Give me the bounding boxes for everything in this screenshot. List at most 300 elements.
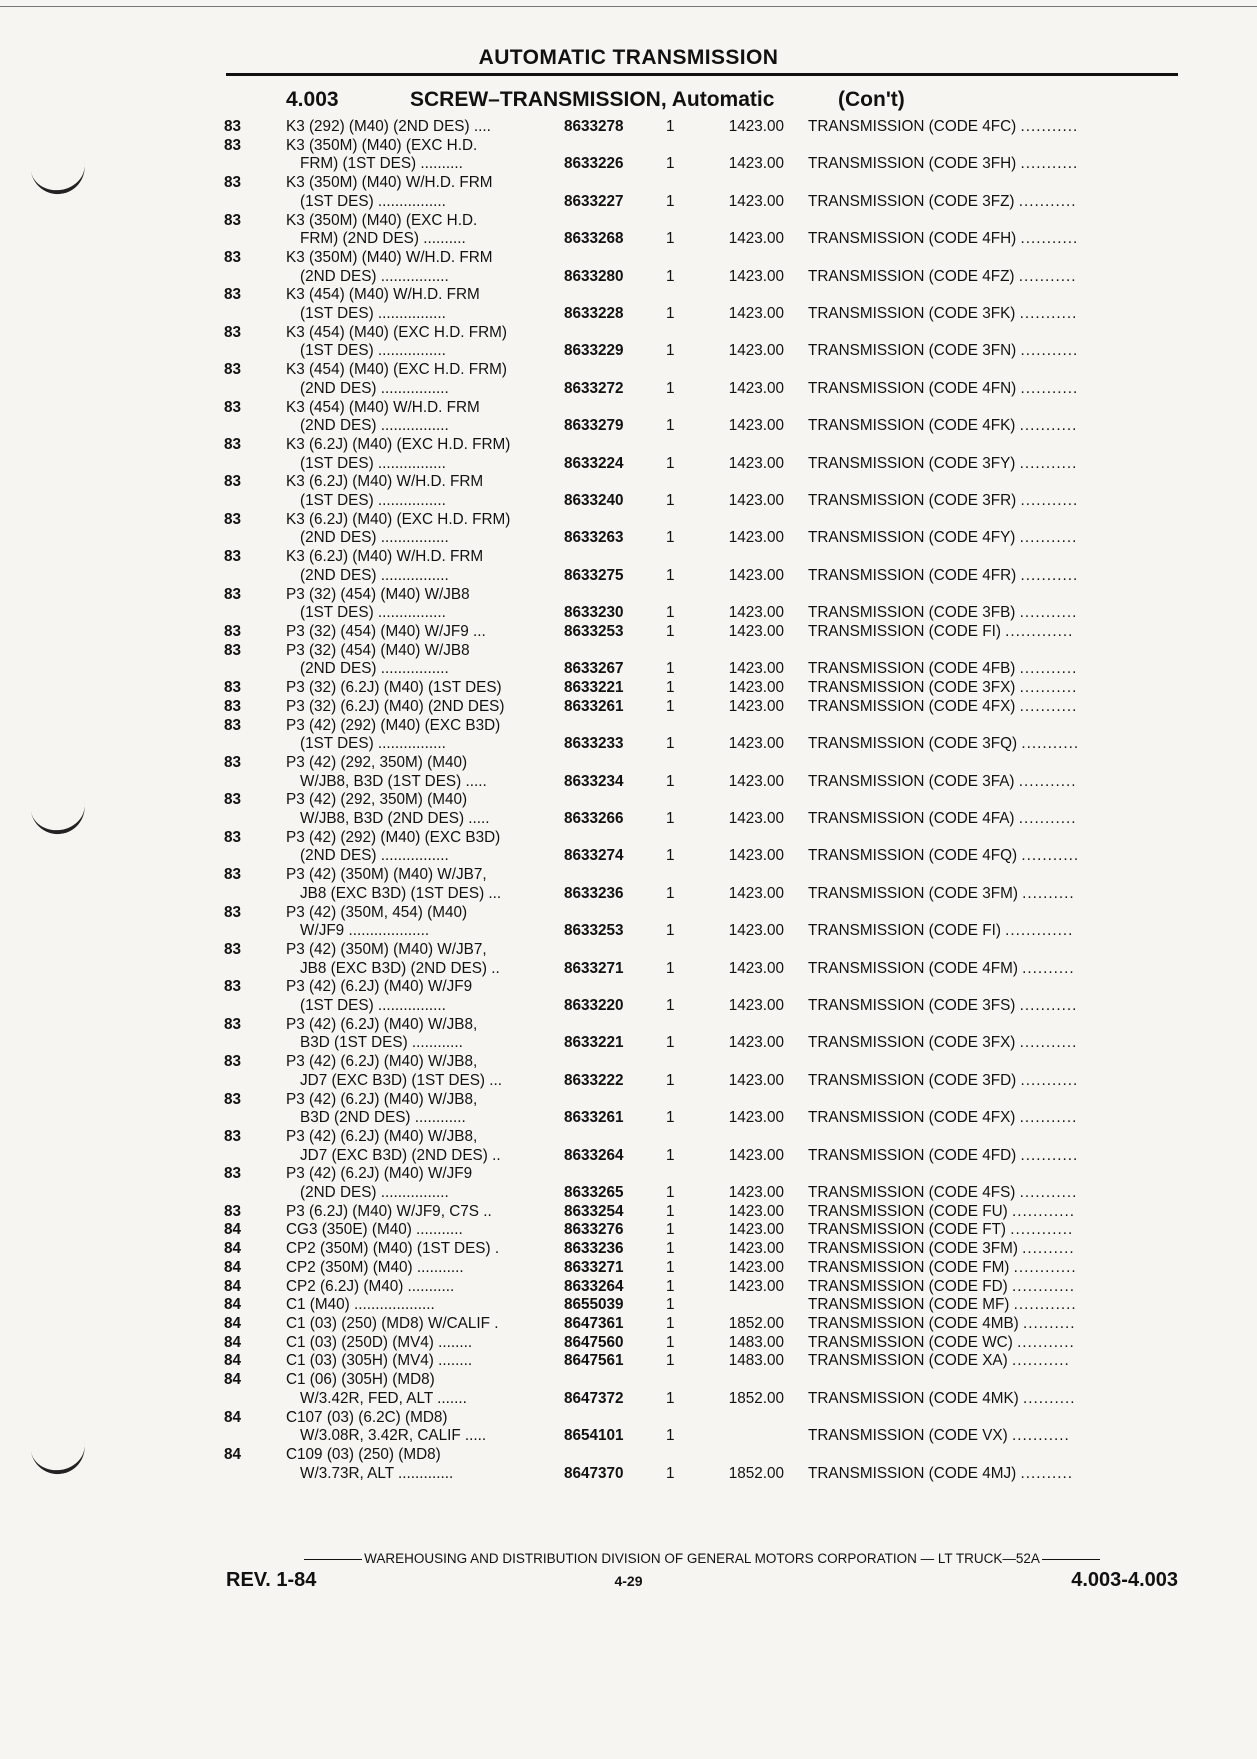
remark-text: TRANSMISSION (CODE MF) <box>808 1296 1010 1314</box>
leader-dots: ........... <box>1019 997 1078 1015</box>
description-line: CP2 (350M) (M40) (1ST DES) . <box>286 1240 500 1258</box>
remark <box>784 455 1154 474</box>
leader-dots: ........... <box>1019 604 1078 622</box>
price: 1423.00 <box>728 660 784 678</box>
group-number: 83 <box>224 1127 242 1145</box>
part-description <box>286 1128 558 1165</box>
remark <box>784 230 1154 249</box>
table-row <box>0 866 1257 903</box>
part-number: 8633254 <box>564 1202 624 1220</box>
price: 1423.00 <box>728 772 784 790</box>
quantity: 1 <box>666 1389 675 1407</box>
remark-text: TRANSMISSION (CODE 3FS) <box>808 997 1016 1015</box>
remark-text: TRANSMISSION (CODE 4FS) <box>808 1184 1016 1202</box>
remark-text: TRANSMISSION (CODE 3FX) <box>808 1034 1016 1052</box>
part-description <box>286 829 558 866</box>
remark-text: TRANSMISSION (CODE 3FR) <box>808 492 1017 510</box>
quantity: 1 <box>666 697 675 715</box>
remark <box>784 885 1154 904</box>
price: 1423.00 <box>728 1109 784 1127</box>
price: 1423.00 <box>728 1184 784 1202</box>
table-row <box>0 1371 1257 1408</box>
quantity: 1 <box>666 1071 675 1089</box>
leader-dots: ........... <box>1020 230 1079 248</box>
part-description <box>286 791 558 828</box>
quantity: 1 <box>666 1221 675 1239</box>
part-number: 8633271 <box>564 1258 624 1276</box>
group-number: 84 <box>224 1258 242 1276</box>
price: 1423.00 <box>728 1258 784 1276</box>
group-number: 83 <box>224 679 242 697</box>
table-row <box>0 1221 1257 1240</box>
description-line: K3 (454) (M40) W/H.D. FRM <box>286 398 480 416</box>
table-row <box>0 1128 1257 1165</box>
leader-dots: ........... <box>1020 492 1079 510</box>
quantity: 1 <box>666 492 675 510</box>
table-row <box>0 174 1257 211</box>
part-description <box>286 1315 558 1334</box>
leader-dots: ........... <box>1019 454 1078 472</box>
remark <box>784 1109 1154 1128</box>
remark-text: TRANSMISSION (CODE 4FB) <box>808 660 1016 678</box>
quantity: 1 <box>666 1296 675 1314</box>
quantity: 1 <box>666 1464 675 1482</box>
part-description <box>286 717 558 754</box>
part-description <box>286 586 558 623</box>
group-number: 83 <box>224 697 242 715</box>
part-number: 8633264 <box>564 1277 624 1295</box>
part-description <box>286 754 558 791</box>
group-number: 83 <box>224 866 242 884</box>
group-number: 83 <box>224 1015 242 1033</box>
price: 1423.00 <box>728 1221 784 1239</box>
leader-dots: ........... <box>1019 1184 1078 1202</box>
group-number: 83 <box>224 174 242 192</box>
price: 1423.00 <box>728 959 784 977</box>
price: 1423.00 <box>728 305 784 323</box>
group-number: 84 <box>224 1352 242 1370</box>
leader-dots: ........... <box>1018 192 1077 210</box>
group-number: 83 <box>224 1202 242 1220</box>
remark-text: TRANSMISSION (CODE FT) <box>808 1221 1007 1239</box>
remark <box>784 1147 1154 1166</box>
group-number: 83 <box>224 1165 242 1183</box>
quantity: 1 <box>666 1258 675 1276</box>
remark-text: TRANSMISSION (CODE 3FD) <box>808 1071 1017 1089</box>
table-row <box>0 941 1257 978</box>
part-description <box>286 324 558 361</box>
description-line: C109 (03) (250) (MD8) <box>286 1445 441 1463</box>
remark <box>784 604 1154 623</box>
description-line: (1ST DES) ................ <box>300 342 446 360</box>
table-row <box>0 978 1257 1015</box>
quantity: 1 <box>666 959 675 977</box>
description-line: (1ST DES) ................ <box>300 604 446 622</box>
description-line: W/JF9 ................... <box>300 922 430 940</box>
section-name: SCREW–TRANSMISSION, Automatic <box>410 88 775 111</box>
part-number: 8654101 <box>564 1427 624 1445</box>
remark <box>784 1203 1154 1222</box>
quantity: 1 <box>666 660 675 678</box>
quantity: 1 <box>666 1240 675 1258</box>
description-line: (2ND DES) ................ <box>300 267 449 285</box>
table-row <box>0 717 1257 754</box>
remark-text: TRANSMISSION (CODE FD) <box>808 1277 1008 1295</box>
quantity: 1 <box>666 417 675 435</box>
table-row <box>0 1016 1257 1053</box>
part-description <box>286 941 558 978</box>
leader-dots: ........... <box>1019 305 1078 323</box>
footer-division <box>226 1551 1178 1566</box>
remark <box>784 193 1154 212</box>
description-line: K3 (6.2J) (M40) (EXC H.D. FRM) <box>286 435 511 453</box>
part-number: 8633261 <box>564 1109 624 1127</box>
table-row <box>0 1203 1257 1222</box>
remark <box>784 679 1154 698</box>
part-number: 8647560 <box>564 1333 624 1351</box>
part-number: 8633253 <box>564 622 624 640</box>
description-line: P3 (42) (6.2J) (M40) W/JB8, <box>286 1015 478 1033</box>
description-line: P3 (32) (454) (M40) W/JB8 <box>286 641 470 659</box>
remark <box>784 960 1154 979</box>
table-row <box>0 1409 1257 1446</box>
quantity: 1 <box>666 342 675 360</box>
description-line: W/3.08R, 3.42R, CALIF ..... <box>300 1427 487 1445</box>
description-line: K3 (6.2J) (M40) W/H.D. FRM <box>286 548 484 566</box>
remark <box>784 529 1154 548</box>
remark <box>784 660 1154 679</box>
part-number: 8633229 <box>564 342 624 360</box>
part-number: 8633279 <box>564 417 624 435</box>
description-line: P3 (42) (292) (M40) (EXC B3D) <box>286 716 501 734</box>
title-rule <box>226 73 1178 76</box>
remark <box>784 997 1154 1016</box>
table-row <box>0 1053 1257 1090</box>
remark <box>784 773 1154 792</box>
remark-text: TRANSMISSION (CODE 3FM) <box>808 1240 1018 1258</box>
group-number: 84 <box>224 1240 242 1258</box>
remark-text: TRANSMISSION (CODE 3FX) <box>808 679 1016 697</box>
price: 1423.00 <box>728 847 784 865</box>
table-row <box>0 1259 1257 1278</box>
group-number: 84 <box>224 1371 242 1389</box>
remark <box>784 305 1154 324</box>
table-row <box>0 1446 1257 1483</box>
table-row <box>0 212 1257 249</box>
description-line: (1ST DES) ................ <box>300 492 446 510</box>
remark-text: TRANSMISSION (CODE 3FA) <box>808 772 1015 790</box>
part-description <box>286 1259 558 1278</box>
description-line: (1ST DES) ................ <box>300 735 446 753</box>
part-description <box>286 137 558 174</box>
table-row <box>0 399 1257 436</box>
group-number: 83 <box>224 716 242 734</box>
part-number: 8633272 <box>564 379 624 397</box>
description-line: K3 (350M) (M40) W/H.D. FRM <box>286 248 493 266</box>
remark <box>784 847 1154 866</box>
description-line: (2ND DES) ................ <box>300 660 449 678</box>
leader-dots: ............ <box>1013 1258 1077 1276</box>
group-number: 83 <box>224 435 242 453</box>
table-row <box>0 511 1257 548</box>
description-line: C107 (03) (6.2C) (MD8) <box>286 1408 448 1426</box>
remark-text: TRANSMISSION (CODE 3FY) <box>808 454 1016 472</box>
quantity: 1 <box>666 847 675 865</box>
group-number: 83 <box>224 548 242 566</box>
remark <box>784 1184 1154 1203</box>
part-number: 8647372 <box>564 1389 624 1407</box>
group-number: 83 <box>224 118 242 135</box>
group-number: 83 <box>224 1053 242 1071</box>
quantity: 1 <box>666 1277 675 1295</box>
description-line: P3 (42) (6.2J) (M40) W/JF9 <box>286 978 473 996</box>
part-description <box>286 679 558 698</box>
description-line: P3 (42) (6.2J) (M40) W/JB8, <box>286 1053 478 1071</box>
part-description <box>286 1091 558 1128</box>
leader-dots: ........... <box>1020 1146 1079 1164</box>
remark <box>784 1259 1154 1278</box>
quantity: 1 <box>666 1034 675 1052</box>
description-line: FRM) (2ND DES) .......... <box>300 230 466 248</box>
part-number: 8633236 <box>564 1240 624 1258</box>
description-line: W/JB8, B3D (2ND DES) ..... <box>300 810 490 828</box>
description-line: K3 (454) (M40) (EXC H.D. FRM) <box>286 323 507 341</box>
description-line: JD7 (EXC B3D) (2ND DES) .. <box>300 1146 501 1164</box>
remark-text: TRANSMISSION (CODE 4MJ) <box>808 1464 1017 1482</box>
description-line: (2ND DES) ................ <box>300 1184 449 1202</box>
leader-dots: .......... <box>1022 884 1075 902</box>
price: 1423.00 <box>728 379 784 397</box>
description-line: C1 (03) (250D) (MV4) ........ <box>286 1333 473 1351</box>
group-number: 83 <box>224 622 242 640</box>
part-number: 8633278 <box>564 118 624 135</box>
description-line: P3 (42) (292) (M40) (EXC B3D) <box>286 828 501 846</box>
remark-text: TRANSMISSION (CODE FM) <box>808 1258 1010 1276</box>
price: 1423.00 <box>728 118 784 135</box>
description-line: K3 (6.2J) (M40) W/H.D. FRM <box>286 473 484 491</box>
group-number: 84 <box>224 1408 242 1426</box>
quantity: 1 <box>666 997 675 1015</box>
part-description <box>286 118 558 137</box>
revision-label: REV. 1-84 <box>226 1569 317 1591</box>
price: 1423.00 <box>728 267 784 285</box>
price: 1423.00 <box>728 922 784 940</box>
remark-text: TRANSMISSION (CODE 4FC) <box>808 118 1017 135</box>
group-number: 83 <box>224 286 242 304</box>
part-description <box>286 642 558 679</box>
remark-text: TRANSMISSION (CODE 4MK) <box>808 1389 1019 1407</box>
description-line: K3 (292) (M40) (2ND DES) .... <box>286 118 491 135</box>
section-range: 4.003-4.003 <box>1071 1569 1178 1591</box>
group-number: 83 <box>224 753 242 771</box>
quantity: 1 <box>666 192 675 210</box>
leader-dots: ........... <box>1011 1427 1070 1445</box>
description-line: P3 (42) (350M) (M40) W/JB7, <box>286 940 487 958</box>
description-line: P3 (42) (350M, 454) (M40) <box>286 903 468 921</box>
description-line: K3 (6.2J) (M40) (EXC H.D. FRM) <box>286 510 511 528</box>
quantity: 1 <box>666 772 675 790</box>
leader-dots: ........... <box>1020 566 1079 584</box>
price: 1423.00 <box>728 417 784 435</box>
remark <box>784 1278 1154 1297</box>
description-line: W/3.73R, ALT ............. <box>300 1464 454 1482</box>
remark-text: TRANSMISSION (CODE 3FQ) <box>808 735 1018 753</box>
parts-list <box>0 118 1257 1483</box>
leader-dots: .......... <box>1020 1464 1073 1482</box>
group-number: 83 <box>224 641 242 659</box>
part-number: 8633228 <box>564 305 624 323</box>
section-continued: (Con't) <box>838 88 905 111</box>
part-number: 8633230 <box>564 604 624 622</box>
part-description <box>286 174 558 211</box>
table-row <box>0 1334 1257 1353</box>
part-description <box>286 866 558 903</box>
description-line: (1ST DES) ................ <box>300 305 446 323</box>
part-description <box>286 1278 558 1297</box>
remark-text: TRANSMISSION (CODE 4FK) <box>808 417 1016 435</box>
group-number: 84 <box>224 1333 242 1351</box>
group-number: 83 <box>224 473 242 491</box>
leader-dots: .......... <box>1022 1240 1075 1258</box>
description-line: CP2 (350M) (M40) ........... <box>286 1258 464 1276</box>
part-description <box>286 361 558 398</box>
part-description <box>286 1334 558 1353</box>
remark-text: TRANSMISSION (CODE 3FH) <box>808 155 1017 173</box>
price: 1423.00 <box>728 997 784 1015</box>
remark-text: TRANSMISSION (CODE 4FH) <box>808 230 1017 248</box>
part-description <box>286 286 558 323</box>
part-number: 8633267 <box>564 660 624 678</box>
part-number: 8633234 <box>564 772 624 790</box>
remark-text: TRANSMISSION (CODE XA) <box>808 1352 1008 1370</box>
part-description <box>286 904 558 941</box>
table-row <box>0 586 1257 623</box>
table-row <box>0 473 1257 510</box>
remark <box>784 492 1154 511</box>
leader-dots: .......... <box>1023 1315 1076 1332</box>
part-description <box>286 436 558 473</box>
table-row <box>0 1278 1257 1297</box>
remark <box>784 1296 1154 1315</box>
part-description <box>286 1409 558 1446</box>
price: 1423.00 <box>728 884 784 902</box>
description-line: FRM) (1ST DES) .......... <box>300 155 463 173</box>
part-description <box>286 399 558 436</box>
part-number: 8633220 <box>564 997 624 1015</box>
price: 1423.00 <box>728 735 784 753</box>
group-number: 84 <box>224 1296 242 1314</box>
part-number: 8633224 <box>564 454 624 472</box>
part-description <box>286 473 558 510</box>
remark <box>784 1240 1154 1259</box>
leader-dots: ........... <box>1021 847 1080 865</box>
quantity: 1 <box>666 454 675 472</box>
price: 1423.00 <box>728 1277 784 1295</box>
remark <box>784 1072 1154 1091</box>
table-row <box>0 1296 1257 1315</box>
part-number: 8633253 <box>564 922 624 940</box>
group-number: 83 <box>224 1090 242 1108</box>
quantity: 1 <box>666 604 675 622</box>
leader-dots: ........... <box>1019 697 1078 715</box>
leader-dots: ........... <box>1020 342 1079 360</box>
part-number: 8633265 <box>564 1184 624 1202</box>
table-row <box>0 361 1257 398</box>
remark-text: TRANSMISSION (CODE 4FD) <box>808 1146 1017 1164</box>
leader-dots: ............. <box>1005 922 1074 940</box>
section-number: 4.003 <box>286 88 339 111</box>
price: 1423.00 <box>728 492 784 510</box>
part-description <box>286 1016 558 1053</box>
part-number: 8647370 <box>564 1464 624 1482</box>
part-number: 8633222 <box>564 1071 624 1089</box>
quantity: 1 <box>666 1202 675 1220</box>
part-number: 8633271 <box>564 959 624 977</box>
remark <box>784 810 1154 829</box>
part-number: 8633261 <box>564 697 624 715</box>
price: 1423.00 <box>728 604 784 622</box>
leader-dots: ........... <box>1020 1071 1079 1089</box>
group-number: 83 <box>224 585 242 603</box>
quantity: 1 <box>666 118 675 135</box>
group-number: 84 <box>224 1445 242 1463</box>
remark-text: TRANSMISSION (CODE 3FN) <box>808 342 1017 360</box>
part-number: 8633226 <box>564 155 624 173</box>
part-description <box>286 1203 558 1222</box>
remark <box>784 342 1154 361</box>
remark-text: TRANSMISSION (CODE WC) <box>808 1333 1013 1351</box>
price: 1423.00 <box>728 1034 784 1052</box>
table-row <box>0 137 1257 174</box>
table-row <box>0 1165 1257 1202</box>
description-line: (2ND DES) ................ <box>300 566 449 584</box>
part-description <box>286 1053 558 1090</box>
remark <box>784 1352 1154 1371</box>
leader-dots: ........... <box>1020 118 1079 135</box>
part-description <box>286 1296 558 1315</box>
quantity: 1 <box>666 1333 675 1351</box>
table-row <box>0 1352 1257 1371</box>
quantity: 1 <box>666 267 675 285</box>
description-line: (2ND DES) ................ <box>300 379 449 397</box>
leader-dots: .......... <box>1023 1389 1076 1407</box>
remark-text: TRANSMISSION (CODE 3FZ) <box>808 192 1015 210</box>
description-line: P3 (42) (6.2J) (M40) W/JF9 <box>286 1165 473 1183</box>
group-number: 84 <box>224 1277 242 1295</box>
remark-text: TRANSMISSION (CODE 4FQ) <box>808 847 1018 865</box>
leader-dots: ............ <box>1011 1277 1075 1295</box>
remark <box>784 735 1154 754</box>
quantity: 1 <box>666 1315 675 1332</box>
description-line: W/3.42R, FED, ALT ....... <box>300 1389 467 1407</box>
remark <box>784 417 1154 436</box>
remark <box>784 922 1154 941</box>
part-description <box>286 1446 558 1483</box>
leader-dots: ........... <box>1021 735 1080 753</box>
remark-text: TRANSMISSION (CODE 4MB) <box>808 1315 1019 1332</box>
remark-text: TRANSMISSION (CODE 4FM) <box>808 959 1018 977</box>
remark <box>784 698 1154 717</box>
description-line: (1ST DES) ................ <box>300 454 446 472</box>
part-description <box>286 1221 558 1240</box>
price: 1423.00 <box>728 1202 784 1220</box>
group-number: 83 <box>224 791 242 809</box>
price: 1423.00 <box>728 230 784 248</box>
table-row <box>0 1091 1257 1128</box>
part-number: 8633221 <box>564 679 624 697</box>
description-line: (1ST DES) ................ <box>300 192 446 210</box>
leader-dots: ............ <box>1011 1202 1075 1220</box>
